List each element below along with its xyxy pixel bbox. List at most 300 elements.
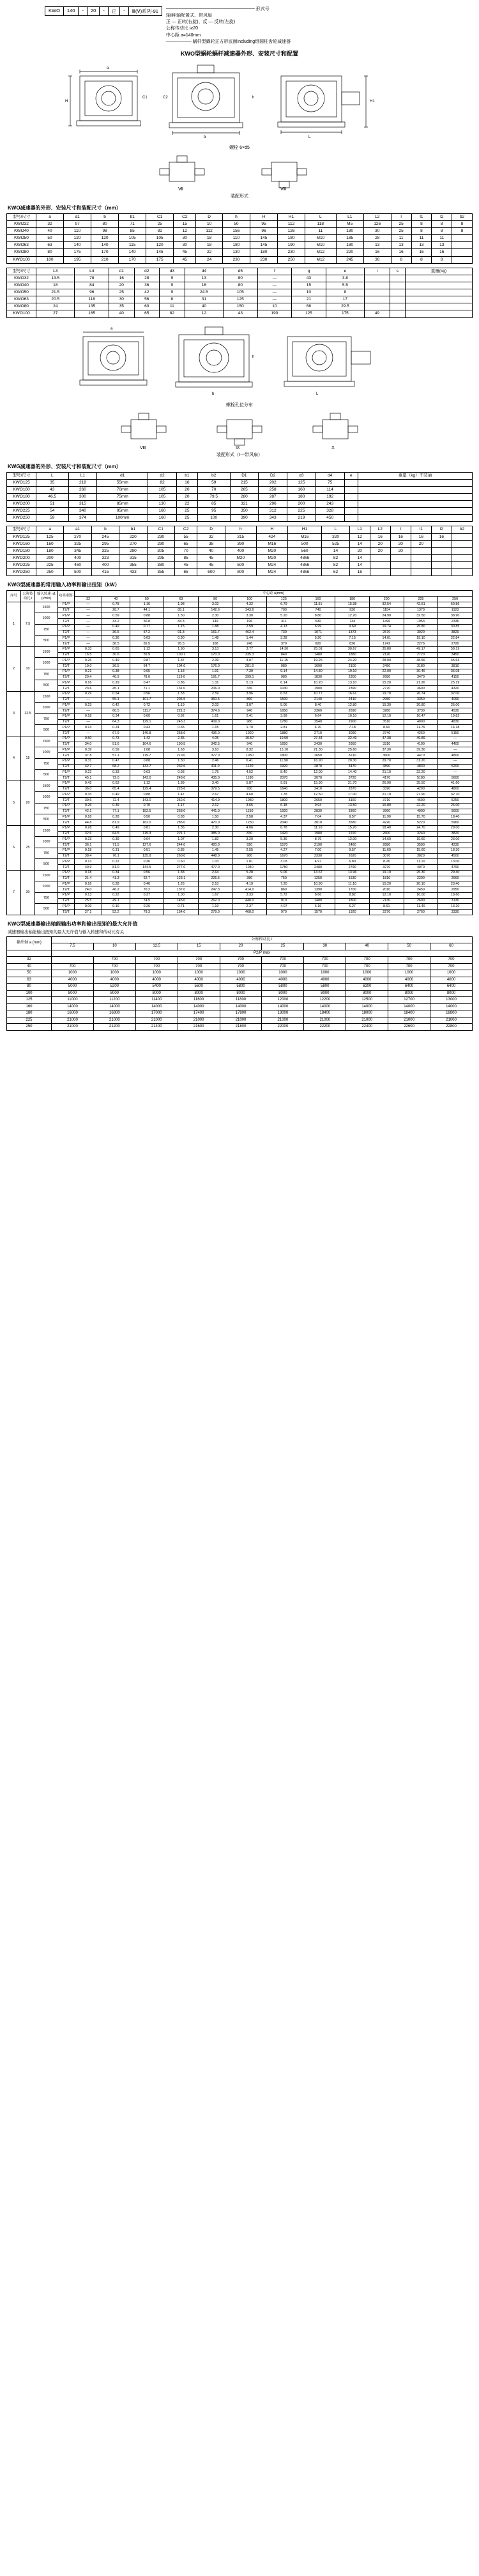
perf-value: 4.19 bbox=[232, 881, 267, 887]
perf-value: 477.0 bbox=[198, 865, 232, 871]
perf-value: 0.73 bbox=[102, 736, 130, 742]
perf-value: 72.4 bbox=[102, 798, 130, 804]
perf-value: 123.1 bbox=[164, 876, 199, 881]
torque-value: 4000 bbox=[262, 977, 304, 984]
cell: 200 bbox=[287, 501, 316, 508]
cell: 120 bbox=[146, 242, 174, 249]
table-row bbox=[7, 990, 473, 997]
perf-input-speed: 1500 bbox=[35, 646, 58, 658]
perf-value: 1480 bbox=[301, 652, 335, 658]
perf-value: 830 bbox=[232, 831, 267, 837]
perf-symbol: T2/T bbox=[58, 764, 75, 770]
cell: 180 bbox=[36, 547, 64, 554]
torque-value: 4000 bbox=[304, 977, 346, 984]
table-row bbox=[7, 898, 473, 904]
perf-value: 15.20 bbox=[335, 825, 370, 831]
perf-value: 0.90 bbox=[164, 636, 199, 641]
perf-value: 21.26 bbox=[404, 680, 438, 686]
perf-value: 0.18 bbox=[75, 713, 102, 719]
torque-value: 21000 bbox=[346, 1017, 388, 1024]
perf-symbol: T2/T bbox=[58, 697, 75, 703]
cell: 170 bbox=[119, 256, 146, 263]
col-head-2: L1 bbox=[68, 472, 97, 479]
perf-symbol: P1/P bbox=[58, 859, 75, 865]
perf-value: 734 bbox=[335, 619, 370, 625]
svg-text:L: L bbox=[316, 392, 319, 396]
perf-value: 247.3 bbox=[198, 887, 232, 893]
perf-value: 64.7 bbox=[130, 664, 164, 669]
cell: 62 bbox=[322, 569, 349, 576]
perf-value: 25.5 bbox=[75, 898, 102, 904]
perf-value: 750 bbox=[267, 876, 301, 881]
perf-value: 25.60 bbox=[335, 747, 370, 753]
perf-value: 162.0 bbox=[130, 820, 164, 826]
torque-value: 22200 bbox=[304, 1024, 346, 1031]
perf-input-speed: 1500 bbox=[35, 736, 58, 747]
perf-value: 940 bbox=[232, 708, 267, 714]
cd-head-6: 125 bbox=[267, 597, 301, 602]
col-head-12: s bbox=[390, 268, 405, 275]
cell: KWO250 bbox=[7, 515, 36, 522]
code-cell-5: 正 bbox=[109, 7, 121, 15]
perf-value: 19.74 bbox=[369, 624, 404, 630]
perf-value: 11.90 bbox=[267, 758, 301, 764]
perf-value: 3.30 bbox=[232, 613, 267, 619]
cell: 175 bbox=[326, 310, 364, 317]
col-head-7: D bbox=[196, 213, 223, 220]
col-head-symbol: 功率/扭矩 bbox=[58, 591, 75, 602]
perf-value: 3310 bbox=[369, 742, 404, 747]
perf-input-speed: 500 bbox=[35, 725, 58, 736]
torque-value: 8000 bbox=[135, 990, 178, 997]
cell bbox=[365, 275, 390, 282]
cd-head-8: 180 bbox=[335, 597, 370, 602]
perf-value: 12.00 bbox=[335, 837, 370, 842]
torque-value: 1000 bbox=[178, 970, 220, 977]
perf-value: 27.34 bbox=[301, 736, 335, 742]
perf-symbol: T2/T bbox=[58, 674, 75, 680]
perf-value: 20.10 bbox=[404, 881, 438, 887]
perf-value: 0.63 bbox=[130, 770, 164, 775]
perf-value: 2270 bbox=[369, 910, 404, 915]
col-head-1: a bbox=[36, 213, 64, 220]
perf-value: 0.16 bbox=[75, 881, 102, 887]
perf-value: 6.80 bbox=[335, 859, 370, 865]
perf-value: 0.21 bbox=[75, 669, 102, 674]
perf-value: 26.00 bbox=[438, 803, 473, 809]
torque-value: 4000 bbox=[388, 977, 430, 984]
cell: KWO160 bbox=[7, 540, 36, 547]
torque-value: 14000 bbox=[220, 1003, 262, 1010]
perf-value: 5.28 bbox=[232, 870, 267, 876]
perf-value: 2.59 bbox=[198, 691, 232, 697]
perf-value: 1880 bbox=[335, 652, 370, 658]
cell bbox=[358, 479, 472, 486]
cell: 110 bbox=[222, 235, 250, 242]
cell: 215 bbox=[230, 479, 259, 486]
perf-value: 38.90 bbox=[438, 613, 473, 619]
torque-value: 11800 bbox=[220, 997, 262, 1004]
perf-symbol: P1/P bbox=[58, 881, 75, 887]
perf-symbol: T2/T bbox=[58, 742, 75, 747]
perf-value: 3820 bbox=[438, 630, 473, 636]
perf-value: 0.49 bbox=[102, 825, 130, 831]
col-head-seq: 序号 bbox=[7, 591, 21, 602]
perf-value: 7.04 bbox=[301, 814, 335, 820]
perf-symbol: T2/T bbox=[58, 686, 75, 692]
perf-symbol: T2/T bbox=[58, 853, 75, 859]
cell: 11 bbox=[305, 228, 337, 235]
torque-value: 1000 bbox=[262, 970, 304, 977]
cell bbox=[452, 242, 473, 249]
cell: M5 bbox=[336, 220, 363, 227]
perf-value: 4260 bbox=[404, 731, 438, 736]
perf-value: 18.60 bbox=[438, 892, 473, 898]
perf-value: 840 bbox=[267, 652, 301, 658]
perf-value: 1780 bbox=[267, 865, 301, 871]
cell: 10 bbox=[196, 220, 223, 227]
col-head-3: d1 bbox=[109, 268, 135, 275]
perf-value: 4800 bbox=[438, 753, 473, 759]
col-head-9: g bbox=[292, 268, 326, 275]
perf-value: 16.47 bbox=[404, 713, 438, 719]
torque-value: 700 bbox=[388, 957, 430, 964]
perf-value: 0.31 bbox=[75, 758, 102, 764]
perf-value: 168 bbox=[198, 641, 232, 647]
perf-value: 1800 bbox=[267, 753, 301, 759]
cell bbox=[370, 569, 390, 576]
perf-value: 191.7 bbox=[198, 674, 232, 680]
cell: KWO32 bbox=[7, 220, 36, 227]
cell: 230 bbox=[147, 533, 174, 540]
perf-value: 4000 bbox=[404, 719, 438, 725]
perf-value: 0.28 bbox=[75, 825, 102, 831]
perf-value: 3960 bbox=[369, 809, 404, 814]
perf-value: 0.77 bbox=[130, 624, 164, 630]
cell: 8 bbox=[432, 220, 452, 227]
perf-value: 420.0 bbox=[198, 842, 232, 848]
perf-value: 930 bbox=[232, 786, 267, 792]
cell: 290 bbox=[147, 540, 174, 547]
torque-value: 1000 bbox=[430, 970, 473, 977]
perf-value: 1.16 bbox=[130, 602, 164, 607]
perf-value: 19.25 bbox=[301, 658, 335, 664]
perf-value: 0.09 bbox=[75, 904, 102, 910]
perf-value: 5600 bbox=[438, 809, 473, 814]
perf-value: 32.6 bbox=[75, 831, 102, 837]
cell: 230 bbox=[222, 256, 250, 263]
perf-value: 0.56 bbox=[130, 870, 164, 876]
perf-value: 468.0 bbox=[232, 910, 267, 915]
perf-value: 1.42 bbox=[130, 736, 164, 742]
perf-input-speed: 750 bbox=[35, 713, 58, 725]
perf-value: 47.38 bbox=[369, 736, 404, 742]
cell: 295 bbox=[91, 540, 119, 547]
torque-value: 700 bbox=[346, 957, 388, 964]
torque-value: 18400 bbox=[388, 1010, 430, 1017]
perf-value: 3.65 bbox=[232, 803, 267, 809]
cell: KWO250 bbox=[7, 569, 36, 576]
cell: — bbox=[257, 275, 292, 282]
table-row bbox=[7, 658, 473, 664]
torque-value: 21000 bbox=[220, 1017, 262, 1024]
perf-value: 2880 bbox=[369, 842, 404, 848]
cell: 120 bbox=[64, 235, 91, 242]
cell: 328 bbox=[316, 508, 344, 515]
cell: 245 bbox=[336, 256, 363, 263]
cell: 11 bbox=[432, 235, 452, 242]
perf-symbol: T2/T bbox=[58, 809, 75, 814]
cell: 340 bbox=[68, 508, 97, 515]
cell: 175 bbox=[146, 256, 174, 263]
perf-value: 3710 bbox=[369, 798, 404, 804]
perf-value: 2.35 bbox=[164, 736, 199, 742]
cell: 9 bbox=[160, 275, 185, 282]
cell bbox=[344, 479, 358, 486]
ratio-head-5: 20 bbox=[220, 943, 262, 950]
perf-value: 7.15 bbox=[335, 636, 370, 641]
cell: 50 bbox=[36, 235, 64, 242]
cell bbox=[390, 310, 405, 317]
perf-value: 281.0 bbox=[232, 664, 267, 669]
cell: 75mm bbox=[97, 493, 148, 500]
table-row bbox=[7, 970, 473, 977]
table-header-row bbox=[7, 591, 473, 597]
perf-value: 0.88 bbox=[130, 613, 164, 619]
cell: M10 bbox=[305, 242, 337, 249]
perf-value: 16.5 bbox=[75, 652, 102, 658]
cd-head-7: 160 bbox=[301, 597, 335, 602]
cell bbox=[452, 256, 473, 263]
cell: 12 bbox=[349, 533, 370, 540]
perf-value: 1.30 bbox=[164, 758, 199, 764]
cell: 18 bbox=[196, 235, 223, 242]
torque-value: 8000 bbox=[346, 990, 388, 997]
torque-value: 13000 bbox=[430, 997, 473, 1004]
perf-value: 8.40 bbox=[301, 703, 335, 708]
torque-value: 5000 bbox=[52, 984, 94, 991]
perf-value: 3090 bbox=[335, 731, 370, 736]
cell: 16 bbox=[432, 249, 452, 256]
torque-value: 21000 bbox=[178, 1017, 220, 1024]
torque-value: 8000 bbox=[388, 990, 430, 997]
perf-group-no: 2 bbox=[7, 646, 21, 691]
torque-shaft-size: 32 bbox=[7, 957, 52, 964]
perf-value: 1880 bbox=[267, 731, 301, 736]
legend-line-2: 正 — 正转(右旋)、反 — 反转(左旋) bbox=[165, 20, 236, 25]
perf-value: — bbox=[438, 747, 473, 753]
perf-value: 131.0 bbox=[164, 686, 199, 692]
table-row bbox=[7, 809, 473, 814]
perf-value: 13.67 bbox=[301, 870, 335, 876]
col-head-1: L bbox=[36, 472, 69, 479]
torque-value: 4000 bbox=[346, 977, 388, 984]
perf-input-speed: 750 bbox=[35, 848, 58, 859]
perf-value: 46.2 bbox=[102, 887, 130, 893]
perf-value: 980 bbox=[267, 664, 301, 669]
cell: M12 bbox=[305, 256, 337, 263]
torque-value: 4000 bbox=[220, 977, 262, 984]
perf-value: 8.26 bbox=[369, 859, 404, 865]
perf-value: — bbox=[75, 731, 102, 736]
cell bbox=[365, 282, 390, 289]
perf-symbol: P1/P bbox=[58, 892, 75, 898]
col-head-14: l bbox=[390, 526, 411, 533]
code-cell-2: - bbox=[79, 7, 87, 15]
perf-value: 0.13 bbox=[75, 892, 102, 898]
perf-value: 0.65 bbox=[164, 725, 199, 731]
performance-table-body bbox=[7, 602, 473, 915]
table-row bbox=[7, 825, 473, 831]
cell bbox=[452, 533, 472, 540]
perf-symbol: P1/P bbox=[58, 725, 75, 731]
perf-value: 0.65 bbox=[102, 646, 130, 652]
cell: 400 bbox=[91, 562, 119, 569]
perf-value: 2650 bbox=[301, 753, 335, 759]
cell: 13 bbox=[185, 275, 223, 282]
cell: 355 bbox=[147, 569, 174, 576]
perf-value: 3580 bbox=[335, 820, 370, 826]
perf-value: 5960 bbox=[438, 820, 473, 826]
perf-value: 5250 bbox=[438, 798, 473, 804]
perf-value: 1.12 bbox=[130, 646, 164, 652]
col-head-5: C1 bbox=[146, 213, 174, 220]
perf-value: 7.00 bbox=[301, 848, 335, 853]
cell: 112 bbox=[196, 228, 223, 235]
cell: 110 bbox=[64, 228, 91, 235]
perf-value: 55.1 bbox=[102, 697, 130, 703]
cell: 180 bbox=[336, 242, 363, 249]
torque-value: 8000 bbox=[304, 990, 346, 997]
kwo-dimensions-table-1 bbox=[6, 213, 473, 264]
perf-value: 1690 bbox=[301, 664, 335, 669]
table-header-row bbox=[7, 526, 473, 533]
perf-value: 206.0 bbox=[198, 686, 232, 692]
perf-symbol: P1/P bbox=[58, 613, 75, 619]
ratio-head-10: 60 bbox=[430, 943, 473, 950]
perf-value: 0.33 bbox=[102, 770, 130, 775]
cell bbox=[358, 493, 472, 500]
perf-value: 9.57 bbox=[335, 814, 370, 820]
table-row bbox=[7, 703, 473, 708]
perf-value: 2360 bbox=[301, 708, 335, 714]
perf-value: 399.1 bbox=[232, 674, 267, 680]
perf-value: 2680 bbox=[369, 674, 404, 680]
torque-value: 22000 bbox=[262, 1024, 304, 1031]
perf-value: 41.3 bbox=[102, 876, 130, 881]
perf-value: 1570 bbox=[301, 910, 335, 915]
perf-symbol: P1/P bbox=[58, 658, 75, 664]
torque-value bbox=[52, 957, 94, 964]
cell bbox=[431, 547, 452, 554]
perf-value: 0.39 bbox=[102, 837, 130, 842]
code-cell-4: - bbox=[100, 7, 109, 15]
assembly-caption-2: 装配形式（Ⅰ一带风扇） bbox=[216, 452, 263, 457]
perf-value: 0.49 bbox=[102, 624, 130, 630]
perf-value: 2.37 bbox=[232, 904, 267, 910]
perf-value: 5.20 bbox=[301, 636, 335, 641]
cell: 15 bbox=[174, 220, 196, 227]
cell bbox=[452, 554, 472, 561]
perf-value: 1.90 bbox=[164, 646, 199, 652]
perf-value: 14.61 bbox=[369, 636, 404, 641]
bolt-label-2: 螺栓孔位分布 bbox=[226, 402, 253, 408]
perf-input-speed: 500 bbox=[35, 859, 58, 871]
col-head-10: d4 bbox=[316, 472, 344, 479]
perf-value: 0.38 bbox=[102, 669, 130, 674]
perf-value: 248 bbox=[232, 641, 267, 647]
cell: 8 bbox=[411, 256, 432, 263]
cell: 145 bbox=[146, 249, 174, 256]
perf-value: 3740 bbox=[369, 731, 404, 736]
cell: 25 bbox=[146, 220, 174, 227]
torque-value: 700 bbox=[346, 963, 388, 970]
perf-value: 3210 bbox=[335, 753, 370, 759]
torque-value: 16000 bbox=[52, 1010, 94, 1017]
perf-value: 50.86 bbox=[438, 602, 473, 607]
perf-value: 16.80 bbox=[369, 803, 404, 809]
perf-value: 65.4 bbox=[102, 786, 130, 792]
perf-input-speed: 750 bbox=[35, 803, 58, 814]
perf-value: 0.23 bbox=[75, 837, 102, 842]
perf-value: 19.60 bbox=[404, 837, 438, 842]
perf-value: 3.28 bbox=[267, 636, 301, 641]
cell bbox=[390, 296, 405, 303]
perf-value: 32.70 bbox=[438, 792, 473, 798]
perf-value: — bbox=[75, 641, 102, 647]
col-head-12: L1 bbox=[349, 526, 370, 533]
cell: KWO180 bbox=[7, 493, 36, 500]
cell bbox=[411, 554, 431, 561]
perf-value: 41.60 bbox=[438, 781, 473, 786]
col-head-6: d4 bbox=[185, 268, 223, 275]
perf-value: 0.33 bbox=[75, 646, 102, 652]
torque-value: 6400 bbox=[388, 984, 430, 991]
perf-value: 18.40 bbox=[369, 825, 404, 831]
cell bbox=[405, 282, 472, 289]
table-row bbox=[7, 303, 473, 310]
perf-value: 285.0 bbox=[164, 820, 199, 826]
perf-value: 1230 bbox=[232, 820, 267, 826]
cell: 71 bbox=[119, 220, 146, 227]
torque-value: 14000 bbox=[430, 1003, 473, 1010]
ratio-head-8: 40 bbox=[346, 943, 388, 950]
torque-value: 14000 bbox=[304, 1003, 346, 1010]
torque-shaft-size: 80 bbox=[7, 984, 52, 991]
perf-value: 740 bbox=[301, 607, 335, 613]
perf-value: 3280 bbox=[369, 708, 404, 714]
drawing-group-2 bbox=[6, 321, 473, 400]
cell: 160 bbox=[148, 508, 177, 515]
table-row bbox=[7, 803, 473, 809]
table-row bbox=[7, 742, 473, 747]
perf-value: 1780 bbox=[267, 719, 301, 725]
perf-value: — bbox=[75, 624, 102, 630]
cell: 100 bbox=[36, 256, 64, 263]
perf-value: 2540 bbox=[301, 719, 335, 725]
perf-value: 40.9 bbox=[102, 674, 130, 680]
perf-value: 3720 bbox=[335, 775, 370, 781]
perf-value: 176.0 bbox=[198, 664, 232, 669]
perf-value: 3010 bbox=[301, 820, 335, 826]
perf-input-speed: 1000 bbox=[35, 703, 58, 714]
perf-value: 2480 bbox=[301, 865, 335, 871]
cell: 125 bbox=[287, 479, 316, 486]
perf-value: 27.1 bbox=[75, 910, 102, 915]
table-row bbox=[7, 624, 473, 630]
cell: 315 bbox=[68, 501, 97, 508]
perf-value: 4.13 bbox=[267, 624, 301, 630]
